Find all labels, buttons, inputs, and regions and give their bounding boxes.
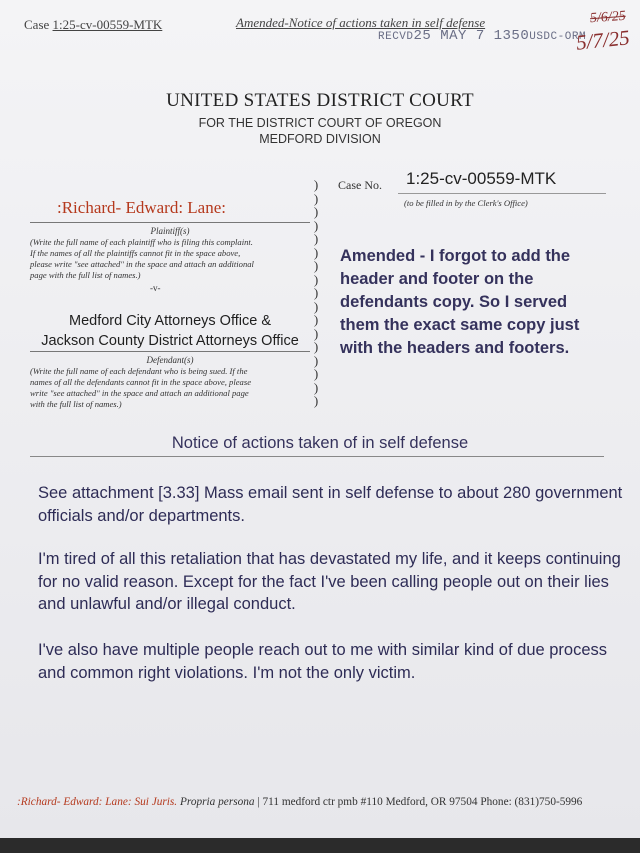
received-stamp	[378, 28, 586, 44]
section-rule	[30, 456, 604, 457]
clerk-note: (to be filled in by the Clerk's Office)	[404, 198, 528, 208]
body-paragraph: See attachment [3.33] Mass email sent in self defense to about 280 government officials and/or departments.	[38, 484, 623, 525]
footer	[17, 796, 582, 808]
header-case-number	[24, 17, 162, 33]
plaintiff-name: :Richard- Edward: Lane:	[57, 198, 226, 217]
body-paragraph: I've also have multiple people reach out to me with similar kind of due process and common right violations. I'm not the only victim.	[38, 641, 608, 682]
plaintiff-instructions	[30, 237, 320, 281]
caption-parentheses: ) ) ) ) ) ) ) ) ) ) ) ) ) ) ) ) )	[313, 177, 319, 408]
handwritten-date: 5/7/25	[574, 25, 631, 55]
defendant-instructions-line: names of all the defendants cannot fit in the space above, please	[30, 377, 252, 387]
header-case-ref: 1:25-cv-00559-MTK	[52, 17, 163, 32]
case-number-label: Case No.	[338, 178, 382, 192]
footer-phone: Phone: (831)750-5996	[480, 796, 583, 808]
stamp-date: 25 MAY 7 1350	[413, 28, 530, 44]
case-number-rule	[398, 193, 606, 194]
plaintiff-rule	[30, 222, 310, 223]
section-heading: Notice of actions taken of in self defense	[171, 434, 469, 452]
defendant-instructions-line: (Write the full name of each defendant who is being sued. If the	[30, 366, 248, 376]
defendant-rule	[30, 351, 310, 352]
amendment-note: Amended - I forgot to add the header and footer on the defendants copy. So I served them the exact same copy just with the headers and footers.	[340, 247, 580, 357]
header-document-title: Amended-Notice of actions taken in self defense	[236, 15, 486, 30]
footer-address: | 711 medford ctr pmb #110 Medford, OR 97504	[257, 796, 478, 808]
stamp-prefix: RECVD	[378, 31, 414, 43]
header-case-prefix: Case	[24, 17, 53, 32]
versus-mark: -v-	[150, 283, 161, 293]
plaintiff-instructions-line: page with the full list of names.)	[30, 270, 141, 280]
body-paragraph: I'm tired of all this retaliation that has devastated my life, and it keeps continuing for no valid reason. Except for the fact I've been calling people out on their lies and unlawful and/or illegal conduct.	[38, 550, 621, 613]
defendant-name: Medford City Attorneys Office &	[68, 313, 271, 329]
defendant-instructions-line: write "see attached" in the space and attach an additional page	[30, 388, 249, 398]
footer-name: :Richard- Edward: Lane: Sui Juris.	[17, 796, 178, 808]
court-district: FOR THE DISTRICT COURT OF OREGON	[198, 116, 442, 130]
handwritten-struck-date: 5/6/25	[589, 8, 627, 27]
defendant-instructions	[30, 366, 320, 410]
defendant-label: Defendant(s)	[146, 355, 194, 365]
defendant-names	[30, 311, 310, 351]
court-title: UNITED STATES DISTRICT COURT	[166, 90, 474, 111]
court-division: MEDFORD DIVISION	[259, 132, 381, 146]
plaintiff-instructions-line: please write "see attached" in the space and attach an additional	[30, 259, 254, 269]
defendant-instructions-line: with the full list of names.)	[30, 399, 122, 409]
defendant-name: Jackson County District Attorneys Office	[41, 333, 299, 349]
stamp-suffix: USDC-ORM	[529, 31, 587, 43]
plaintiff-instructions-line: If the names of all the plaintiffs cannot fit in the space above,	[30, 248, 241, 258]
footer-persona: Propria persona	[179, 796, 255, 808]
case-number-value: 1:25-cv-00559-MTK	[406, 169, 557, 188]
plaintiff-instructions-line: (Write the full name of each plaintiff who is filing this complaint.	[30, 237, 253, 247]
plaintiff-label: Plaintiff(s)	[150, 226, 190, 236]
